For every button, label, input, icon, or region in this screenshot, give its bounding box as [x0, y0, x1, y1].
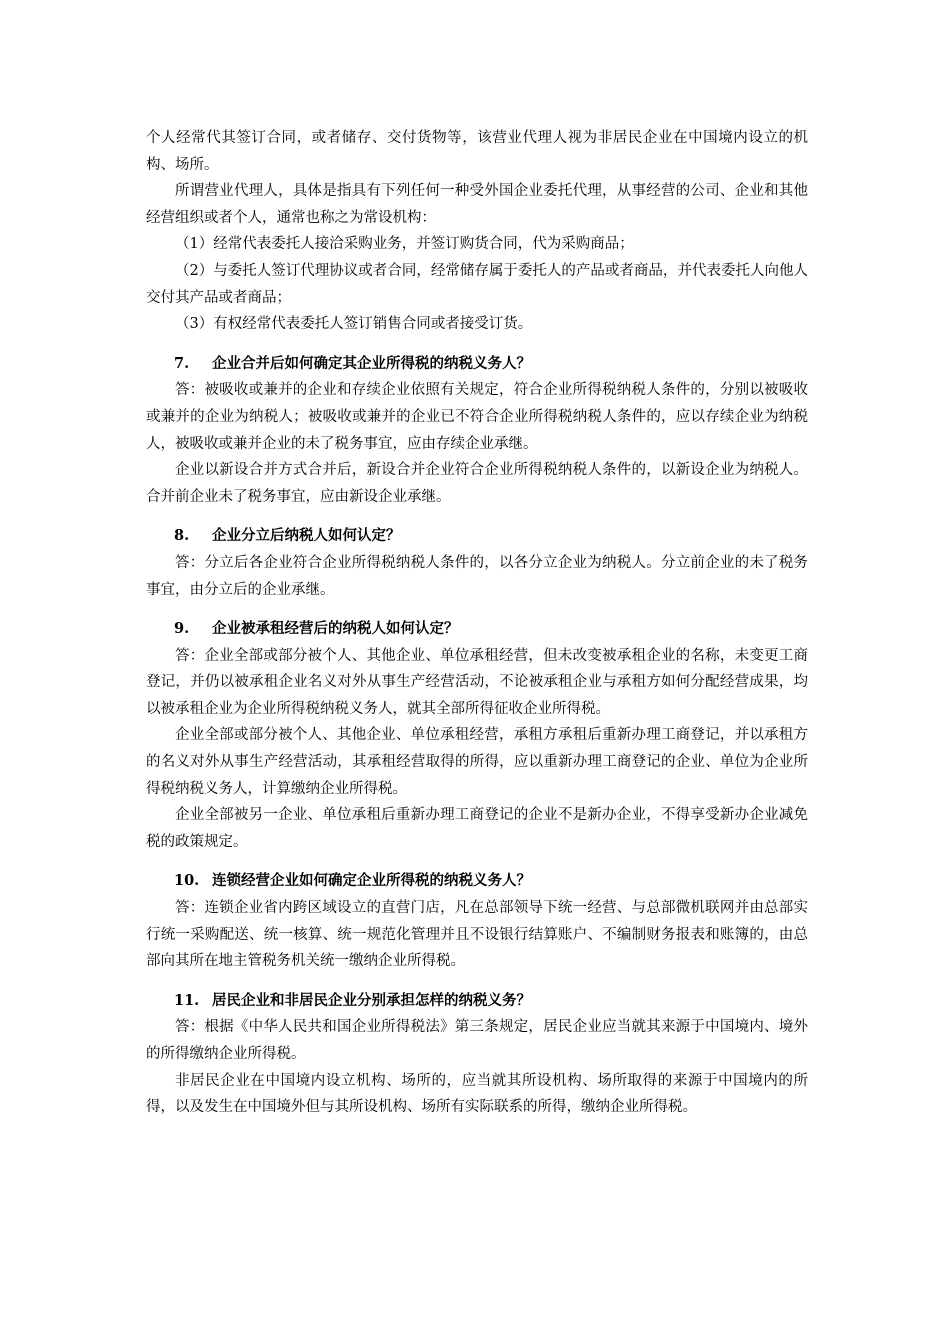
section-title: 连锁经营企业如何确定企业所得税的纳税义务人？ — [212, 872, 531, 890]
intro-list-item-3: （3）有权经常代表委托人签订销售合同或者接受订货。 — [175, 316, 533, 333]
section-title: 企业分立后纳税人如何认定？ — [212, 527, 401, 545]
section-heading-10 — [146, 868, 808, 895]
section-heading-11 — [146, 988, 808, 1015]
answer-paragraph: 非居民企业在中国境内设立机构、场所的，应当就其所设机构、场所取得的来源于中国境内的所得，以及发生在中国境外但与其所设机构、场所有实际联系的所得，缴纳企业所得税。 — [146, 1072, 808, 1116]
intro-list-item-2: （2）与委托人签订代理协议或者合同，经常储存属于委托人的产品或者商品，并代表委托人向他人交付其产品或者商品； — [146, 262, 808, 306]
section-title: 企业合并后如何确定其企业所得税的纳税义务人？ — [212, 354, 531, 372]
answer-paragraph: 企业以新设合并方式合并后，新设合并企业符合企业所得税纳税人条件的，以新设企业为纳税人。合并前企业未了税务事宜，应由新设企业承继。 — [146, 462, 808, 505]
answer-paragraph: 答：连锁企业省内跨区域设立的直营门店，凡在总部领导下统一经营、与总部微机联网并由总部实行统一采购配送、统一核算、统一规范化管理并且不设银行结算账户、不编制财务报表和账簿的，由总部向其所在地主管税务机关统一缴纳企业所得税。 — [146, 900, 808, 970]
section-heading-9 — [146, 616, 808, 643]
intro-paragraph-2: 所谓营业代理人，具体是指具有下列任何一种受外国企业委托代理，从事经营的公司、企业和其他经营组织或者个人，通常也称之为常设机构： — [146, 183, 808, 226]
section-heading-7 — [146, 351, 808, 378]
section-number: 10. — [174, 872, 200, 890]
answer-paragraph: 企业全部被另一企业、单位承租后重新办理工商登记的企业不是新办企业，不得享受新办企业减免税的政策规定。 — [146, 807, 808, 850]
section-number: 11. — [174, 991, 200, 1009]
answer-paragraph: 答：被吸收或兼并的企业和存续企业依照有关规定，符合企业所得税纳税人条件的，分别以被吸收或兼并的企业为纳税人；被吸收或兼并的企业已不符合企业所得税纳税人条件的，应以存续企业为纳税人，被吸收或兼并企业的未了税务事宜，应由存续企业承继。 — [146, 382, 808, 452]
section-number: 8. — [174, 527, 190, 545]
section-title: 企业被承租经营后的纳税人如何认定？ — [212, 620, 459, 638]
document-page — [146, 125, 808, 1121]
section-number: 9. — [174, 620, 190, 638]
intro-paragraph-1: 个人经常代其签订合同，或者储存、交付货物等，该营业代理人视为非居民企业在中国境内设立的机构、场所。 — [146, 130, 808, 173]
answer-paragraph: 答：根据《中华人民共和国企业所得税法》第三条规定，居民企业应当就其来源于中国境内、境外的所得缴纳企业所得税。 — [146, 1019, 808, 1062]
answer-paragraph: 答：分立后各企业符合企业所得税纳税人条件的，以各分立企业为纳税人。分立前企业的未了税务事宜，由分立后的企业承继。 — [146, 554, 808, 598]
intro-list-item-1: （1）经常代表委托人接洽采购业务，并签订购货合同，代为采购商品； — [175, 236, 634, 253]
section-number: 7. — [174, 354, 190, 372]
answer-paragraph: 企业全部或部分被个人、其他企业、单位承租经营，承租方承租后重新办理工商登记，并以承租方的名义对外从事生产经营活动，其承租经营取得的所得，应以重新办理工商登记的企业、单位为企业所得税纳税义务人，计算缴纳企业所得税。 — [146, 727, 808, 797]
section-heading-8 — [146, 523, 808, 550]
answer-paragraph: 答：企业全部或部分被个人、其他企业、单位承租经营，但未改变被承租企业的名称，未变更工商登记，并仍以被承租企业名义对外从事生产经营活动，不论被承租企业与承租方如何分配经营成果，均以被承租企业为企业所得税纳税义务人，就其全部所得征收企业所得税。 — [146, 647, 808, 717]
section-title: 居民企业和非居民企业分别承担怎样的纳税义务？ — [212, 991, 531, 1009]
